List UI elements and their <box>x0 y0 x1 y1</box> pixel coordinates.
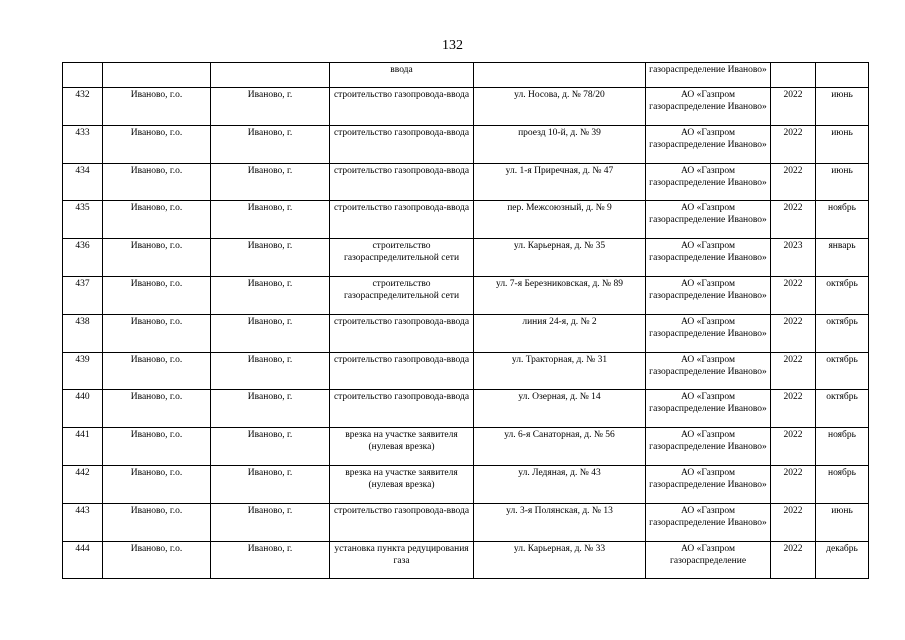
table-row <box>63 163 869 201</box>
cell-district: Иваново, г.о. <box>103 541 211 579</box>
cell-month: июнь <box>816 163 869 201</box>
cell-address: ул. Озерная, д. № 14 <box>474 390 646 428</box>
cell-operator: АО «Газпром газораспределение Иваново» <box>646 390 771 428</box>
cell-month: июнь <box>816 125 869 163</box>
cell-district: Иваново, г.о. <box>103 428 211 466</box>
cell-address: пер. Межсоюзный, д. № 9 <box>474 201 646 239</box>
cell-month: октябрь <box>816 276 869 314</box>
cell-district: Иваново, г.о. <box>103 465 211 503</box>
cell-address: проезд 10-й, д. № 39 <box>474 125 646 163</box>
cell-month: июнь <box>816 88 869 126</box>
cell-year: 2022 <box>771 125 816 163</box>
cell-year: 2022 <box>771 465 816 503</box>
gasification-table <box>62 62 869 579</box>
cell-district: Иваново, г.о. <box>103 352 211 390</box>
cell-work: ввода <box>330 63 474 88</box>
cell-num: 444 <box>63 541 103 579</box>
cell-work: строительство газопровода-ввода <box>330 163 474 201</box>
cell-operator: АО «Газпром газораспределение Иваново» <box>646 88 771 126</box>
cell-month: октябрь <box>816 390 869 428</box>
cell-operator: АО «Газпром газораспределение Иваново» <box>646 503 771 541</box>
cell-num: 440 <box>63 390 103 428</box>
cell-num: 433 <box>63 125 103 163</box>
table-row <box>63 428 869 466</box>
cell-work: строительство газораспределительной сети <box>330 239 474 277</box>
cell-year: 2022 <box>771 390 816 428</box>
cell-num: 436 <box>63 239 103 277</box>
cell-address: ул. Тракторная, д. № 31 <box>474 352 646 390</box>
cell-locality <box>211 63 330 88</box>
cell-locality: Иваново, г. <box>211 163 330 201</box>
cell-work: строительство газопровода-ввода <box>330 125 474 163</box>
table-row <box>63 390 869 428</box>
cell-operator: АО «Газпром газораспределение Иваново» <box>646 239 771 277</box>
table-row <box>63 88 869 126</box>
cell-address: ул. 6-я Санаторная, д. № 56 <box>474 428 646 466</box>
cell-locality: Иваново, г. <box>211 201 330 239</box>
cell-num: 435 <box>63 201 103 239</box>
cell-year: 2022 <box>771 314 816 352</box>
cell-num: 443 <box>63 503 103 541</box>
cell-locality: Иваново, г. <box>211 465 330 503</box>
cell-address <box>474 63 646 88</box>
cell-year: 2022 <box>771 541 816 579</box>
cell-district: Иваново, г.о. <box>103 163 211 201</box>
cell-year <box>771 63 816 88</box>
cell-month: октябрь <box>816 352 869 390</box>
cell-address: ул. 3-я Полянская, д. № 13 <box>474 503 646 541</box>
cell-num: 432 <box>63 88 103 126</box>
cell-work: строительство газопровода-ввода <box>330 352 474 390</box>
cell-district: Иваново, г.о. <box>103 201 211 239</box>
cell-month: ноябрь <box>816 465 869 503</box>
cell-num <box>63 63 103 88</box>
cell-district: Иваново, г.о. <box>103 503 211 541</box>
table-row <box>63 201 869 239</box>
cell-operator: АО «Газпром газораспределение <box>646 541 771 579</box>
cell-address: ул. Ледяная, д. № 43 <box>474 465 646 503</box>
cell-locality: Иваново, г. <box>211 88 330 126</box>
table-row <box>63 503 869 541</box>
cell-year: 2022 <box>771 88 816 126</box>
cell-month: июнь <box>816 503 869 541</box>
table-row <box>63 276 869 314</box>
cell-locality: Иваново, г. <box>211 541 330 579</box>
cell-address: ул. Карьерная, д. № 33 <box>474 541 646 579</box>
cell-address: ул. 1-я Приречная, д. № 47 <box>474 163 646 201</box>
cell-district <box>103 63 211 88</box>
cell-work: строительство газопровода-ввода <box>330 314 474 352</box>
cell-operator: АО «Газпром газораспределение Иваново» <box>646 428 771 466</box>
cell-num: 437 <box>63 276 103 314</box>
table-row <box>63 352 869 390</box>
cell-year: 2023 <box>771 239 816 277</box>
cell-work: врезка на участке заявителя (нулевая врезка) <box>330 428 474 466</box>
cell-work: строительство газопровода-ввода <box>330 201 474 239</box>
cell-operator: АО «Газпром газораспределение Иваново» <box>646 314 771 352</box>
cell-district: Иваново, г.о. <box>103 125 211 163</box>
table-row <box>63 465 869 503</box>
cell-month: январь <box>816 239 869 277</box>
table-row <box>63 541 869 579</box>
cell-work: строительство газопровода-ввода <box>330 503 474 541</box>
cell-address: ул. 7-я Березниковская, д. № 89 <box>474 276 646 314</box>
cell-work: строительство газопровода-ввода <box>330 88 474 126</box>
cell-year: 2022 <box>771 163 816 201</box>
cell-district: Иваново, г.о. <box>103 390 211 428</box>
cell-num: 439 <box>63 352 103 390</box>
cell-operator: АО «Газпром газораспределение Иваново» <box>646 465 771 503</box>
cell-num: 438 <box>63 314 103 352</box>
table-row <box>63 314 869 352</box>
cell-address: ул. Карьерная, д. № 35 <box>474 239 646 277</box>
cell-work: установка пункта редуцирования газа <box>330 541 474 579</box>
cell-year: 2022 <box>771 428 816 466</box>
cell-operator: АО «Газпром газораспределение Иваново» <box>646 125 771 163</box>
page-number: 132 <box>442 38 463 53</box>
cell-locality: Иваново, г. <box>211 276 330 314</box>
table-row <box>63 239 869 277</box>
cell-operator: АО «Газпром газораспределение Иваново» <box>646 201 771 239</box>
cell-num: 441 <box>63 428 103 466</box>
cell-locality: Иваново, г. <box>211 125 330 163</box>
cell-locality: Иваново, г. <box>211 314 330 352</box>
cell-num: 434 <box>63 163 103 201</box>
cell-district: Иваново, г.о. <box>103 88 211 126</box>
cell-month: октябрь <box>816 314 869 352</box>
cell-month: ноябрь <box>816 201 869 239</box>
cell-district: Иваново, г.о. <box>103 314 211 352</box>
cell-locality: Иваново, г. <box>211 503 330 541</box>
cell-locality: Иваново, г. <box>211 239 330 277</box>
cell-locality: Иваново, г. <box>211 352 330 390</box>
cell-operator: АО «Газпром газораспределение Иваново» <box>646 276 771 314</box>
cell-work: строительство газопровода-ввода <box>330 390 474 428</box>
cell-district: Иваново, г.о. <box>103 276 211 314</box>
cell-month: декабрь <box>816 541 869 579</box>
cell-num: 442 <box>63 465 103 503</box>
continuation-row <box>63 63 869 88</box>
cell-month: ноябрь <box>816 428 869 466</box>
cell-work: строительство газораспределительной сети <box>330 276 474 314</box>
cell-locality: Иваново, г. <box>211 428 330 466</box>
cell-operator: газораспределение Иваново» <box>646 63 771 88</box>
cell-address: линия 24-я, д. № 2 <box>474 314 646 352</box>
cell-year: 2022 <box>771 201 816 239</box>
cell-month <box>816 63 869 88</box>
cell-operator: АО «Газпром газораспределение Иваново» <box>646 163 771 201</box>
table-row <box>63 125 869 163</box>
cell-locality: Иваново, г. <box>211 390 330 428</box>
cell-operator: АО «Газпром газораспределение Иваново» <box>646 352 771 390</box>
cell-work: врезка на участке заявителя (нулевая врезка) <box>330 465 474 503</box>
cell-year: 2022 <box>771 276 816 314</box>
cell-address: ул. Носова, д. № 78/20 <box>474 88 646 126</box>
cell-year: 2022 <box>771 503 816 541</box>
cell-year: 2022 <box>771 352 816 390</box>
cell-district: Иваново, г.о. <box>103 239 211 277</box>
